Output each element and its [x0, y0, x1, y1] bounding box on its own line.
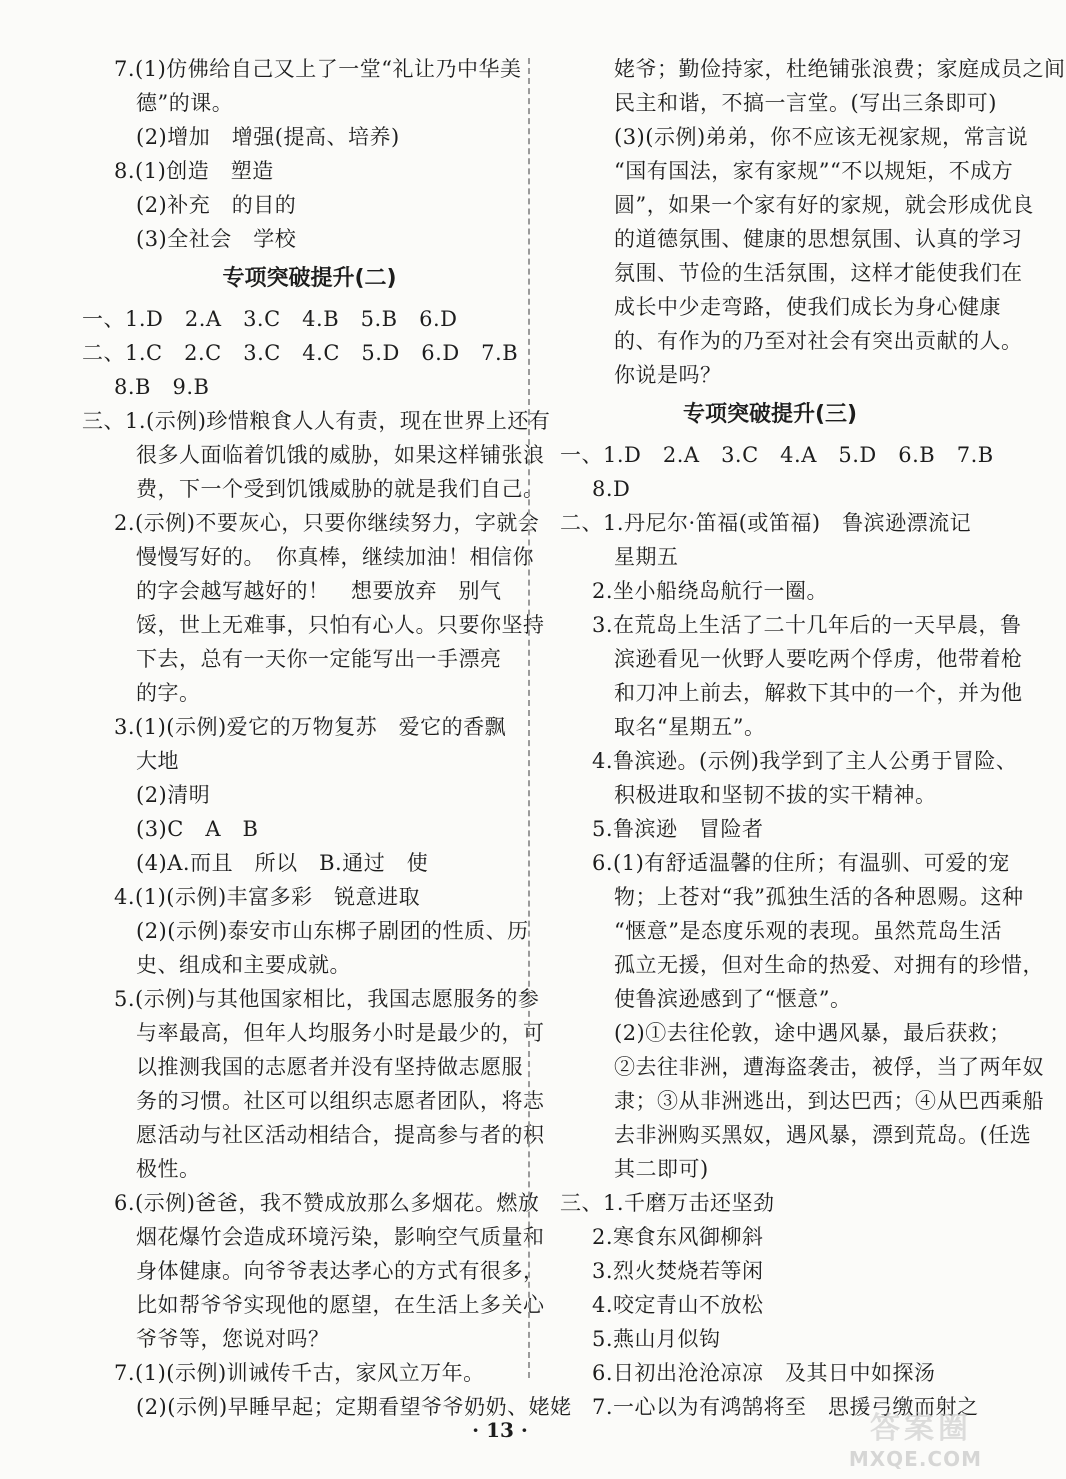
left-column [82, 52, 572, 1424]
answer-line: 的字会越写越好的！ 想要放弃 别气 [136, 579, 502, 603]
answer-line: 的字。 [136, 681, 201, 705]
answer-line: 极性。 [136, 1157, 201, 1181]
answer-line: 3.在荒岛上生活了二十几年后的一天早晨，鲁 [592, 613, 1022, 637]
answer-line: (2)(示例)早睡早起；定期看望爷爷奶奶、姥姥 [136, 1395, 572, 1419]
answer-line: 的道德氛围、健康的思想氛围、认真的学习 [614, 227, 1023, 251]
answer-line: 隶；③从非洲逃出，到达巴西；④从巴西乘船 [614, 1089, 1044, 1113]
answer-line: 4.(1)(示例)丰富多彩 锐意进取 [114, 885, 421, 909]
page-number: · 13 · [472, 1418, 528, 1442]
answer-line: 2.坐小船绕岛航行一圈。 [592, 579, 829, 603]
answer-line: 4.咬定青山不放松 [592, 1293, 764, 1317]
answer-line: 二、1.C 2.C 3.C 4.C 5.D 6.D 7.B [82, 341, 519, 365]
answer-line: 爷爷等，您说对吗？ [136, 1327, 330, 1351]
answer-line: 其二即可) [614, 1157, 709, 1181]
answer-line: 3.(1)(示例)爱它的万物复苏 爱它的香飘 [114, 715, 507, 739]
answer-line: (3)C A B [136, 817, 259, 841]
answer-line: 一、1.D 2.A 3.C 4.B 5.B 6.D [82, 307, 458, 331]
answer-line: 馁，世上无难事，只怕有心人。只要你坚持 [136, 613, 545, 637]
answer-line: 8.D [592, 477, 631, 501]
section-heading: 专项突破提升(三) [682, 402, 858, 427]
answer-line: 成长中少走弯路，使我们成长为身心健康 [614, 295, 1001, 319]
answer-line: (2)(示例)泰安市山东梆子剧团的性质、历 [136, 919, 529, 943]
answer-line: 6.(示例)爸爸，我不赞成放那么多烟花。燃放 [114, 1191, 540, 1215]
answer-line: “国有国法，家有家规”“不以规矩，不成方 [614, 159, 1014, 183]
answer-line: 以推测我国的志愿者并没有坚持做志愿服 [136, 1055, 523, 1079]
answer-line: 滨逊看见一伙野人要吃两个俘虏，他带着枪 [614, 647, 1023, 671]
answer-line: 身体健康。向爷爷表达孝心的方式有很多， [136, 1259, 545, 1283]
answer-line: 慢慢写好的。 你真棒，继续加油！相信你 [136, 545, 534, 569]
answer-line: 5.鲁滨逊 冒险者 [592, 817, 764, 841]
answer-line: 三、1.(示例)珍惜粮食人人有责，现在世界上还有 [82, 409, 551, 433]
answer-line: (4)A.而且 所以 B.通过 使 [136, 851, 429, 875]
answer-line: 二、1.丹尼尔·笛福(或笛福) 鲁滨逊漂流记 [560, 511, 972, 535]
answer-line: 5.(示例)与其他国家相比，我国志愿服务的参 [114, 987, 540, 1011]
answer-line: 8.B 9.B [114, 375, 210, 399]
answer-line: 费，下一个受到饥饿威胁的就是我们自己。 [136, 477, 545, 501]
answer-line: (2)清明 [136, 783, 211, 807]
answer-line: 使鲁滨逊感到了“惬意”。 [614, 987, 852, 1011]
answer-line: 史、组成和主要成就。 [136, 953, 351, 977]
answer-line: 7.(1)仿佛给自己又上了一堂“礼让乃中华美 [114, 57, 522, 81]
right-column [560, 52, 1066, 1424]
answer-line: 烟花爆竹会造成环境污染，影响空气质量和 [136, 1225, 545, 1249]
watermark-bottom-text: MXQE.COM [848, 1447, 982, 1471]
answer-line: 愿活动与社区活动相结合，提高参与者的积 [136, 1123, 545, 1147]
answer-line: 4.鲁滨逊。(示例)我学到了主人公勇于冒险、 [592, 749, 1018, 773]
answer-line: 8.(1)创造 塑造 [114, 159, 274, 183]
watermark-logo [792, 1405, 982, 1471]
answer-line: 3.烈火焚烧若等闲 [592, 1259, 764, 1283]
answer-line: 积极进取和坚韧不拔的实干精神。 [614, 783, 937, 807]
answer-line: 7.一心以为有鸿鹄将至 思援弓缴而射之 [592, 1395, 979, 1419]
answer-line: 你说是吗？ [614, 363, 722, 387]
answer-line: 7.(1)(示例)训诫传千古，家风立万年。 [114, 1361, 485, 1385]
answer-line: 取名“星期五”。 [614, 715, 766, 739]
answer-line: (2)增加 增强(提高、培养) [136, 125, 400, 149]
answer-line: 三、1.千磨万击还坚劲 [560, 1191, 775, 1215]
watermark-top-text: 答案圈 [870, 1411, 972, 1446]
answer-line: 一、1.D 2.A 3.C 4.A 5.D 6.B 7.B [560, 443, 994, 467]
answer-line: (2)补充 的目的 [136, 193, 297, 217]
answer-line: 孤立无援，但对生命的热爱、对拥有的珍惜， [614, 953, 1044, 977]
answer-line: 与率最高，但年人均服务小时是最少的，可 [136, 1021, 545, 1045]
answer-line: 星期五 [614, 545, 679, 569]
answer-line: 下去，总有一天你一定能写出一手漂亮 [136, 647, 502, 671]
answer-line: 大地 [136, 749, 179, 773]
answer-line: “惬意”是态度乐观的表现。虽然荒岛生活 [614, 919, 1002, 943]
answer-line: 2.(示例)不要灰心，只要你继续努力，字就会 [114, 511, 540, 535]
section-heading: 专项突破提升(二) [222, 266, 397, 291]
answer-line: (2)①去往伦敦，途中遇风暴，最后获救； [614, 1021, 1011, 1045]
answer-line: 去非洲购买黑奴，遇风暴，漂到荒岛。(任选 [614, 1123, 1032, 1147]
answer-line: 和刀冲上前去，解救下其中的一个，并为他 [614, 681, 1023, 705]
answer-line: (3)全社会 学校 [136, 227, 297, 251]
answer-line: 姥爷；勤俭持家，杜绝铺张浪费；家庭成员之间 [614, 57, 1066, 81]
answer-line: 圆”，如果一个家有好的家规，就会形成优良 [614, 193, 1034, 217]
answer-line: 2.寒食东风御柳斜 [592, 1225, 764, 1249]
answer-line: 5.燕山月似钩 [592, 1327, 721, 1351]
answer-line: ②去往非洲，遭海盗袭击，被俘，当了两年奴 [614, 1055, 1044, 1079]
answer-line: 德”的课。 [136, 91, 234, 115]
answer-line: 物；上苍对“我”孤独生活的各种恩赐。这种 [614, 885, 1024, 909]
answer-line: 6.(1)有舒适温馨的住所；有温驯、可爱的宠 [592, 851, 1010, 875]
answer-line: 比如帮爷爷实现他的愿望，在生活上多关心 [136, 1293, 545, 1317]
answer-line: 的、有作为的乃至对社会有突出贡献的人。 [614, 329, 1023, 353]
answer-line: 很多人面临着饥饿的威胁，如果这样铺张浪 [136, 443, 545, 467]
column-divider [528, 58, 530, 1378]
answer-line: 6.日初出沧沧凉凉 及其日中如探汤 [592, 1361, 936, 1385]
answer-line: 氛围、节俭的生活氛围，这样才能使我们在 [614, 261, 1023, 285]
answer-line: (3)(示例)弟弟，你不应该无视家规，常言说 [614, 125, 1029, 149]
answer-line: 民主和谐，不搞一言堂。(写出三条即可) [614, 91, 997, 115]
answer-line: 务的习惯。社区可以组织志愿者团队，将志 [136, 1089, 545, 1113]
